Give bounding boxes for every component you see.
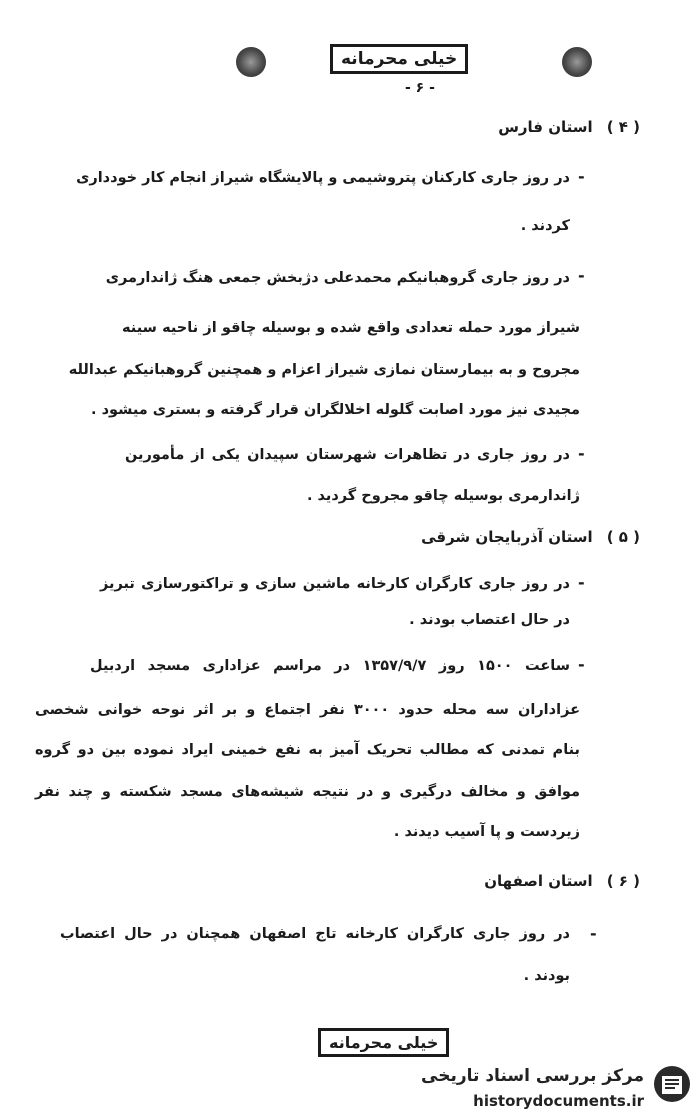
text-line: کردند .	[520, 218, 570, 234]
text-line: ساعت ۱۵۰۰ روز ۱۳۵۷/۹/۷ در مراسم عزاداری مسجد اردبیل	[90, 658, 570, 674]
text-line: در روز جاری کارگران کارخانه ماشین سازی و تراکتورسازی تبریز	[100, 576, 570, 592]
text-line: شیراز مورد حمله تعدادی واقع شده و بوسیله چاقو از ناحیه سینه	[122, 320, 580, 336]
text-line: عزاداران سه محله حدود ۳۰۰۰ نفر اجتماع و بر اثر نوحه خوانی شخصی	[35, 702, 580, 718]
text-line: در روز جاری در تظاهرات شهرستان سپیدان یکی از مأمورین	[125, 447, 570, 463]
text-line: بنام تمدنی که مطالب تحریک آمیز به نفع خمینی ایراد نموده بین دو گروه	[35, 742, 580, 758]
text-line: در روز جاری کارگران کارخانه تاج اصفهان همچنان در حال اعتصاب	[60, 926, 570, 942]
text-line: بودند .	[523, 968, 570, 984]
text-line: مجروح و به بیمارستان نمازی شیراز اعزام و همچنین گروهبانیکم عبدالله	[68, 362, 580, 378]
classification-stamp-bottom: خیلی محرمانه	[318, 1028, 449, 1057]
bullet-dash: -	[578, 444, 585, 463]
archive-logo-icon	[652, 1064, 692, 1104]
section-title: استان فارس	[498, 118, 593, 136]
text-line: در روز جاری کارکنان پتروشیمی و پالایشگاه شیراز انجام کار خودداری	[76, 170, 570, 186]
bullet-dash: -	[578, 266, 585, 285]
watermark-url: historydocuments.ir	[473, 1092, 644, 1110]
classification-stamp-top: خیلی محرمانه	[330, 44, 468, 74]
section-title: استان آذربایجان شرقی	[421, 528, 593, 546]
text-line: موافق و مخالف درگیری و در نتیجه شیشه‌های مسجد شکسته و چند نفر	[35, 784, 580, 800]
section-number: ( ۴ )	[606, 118, 640, 136]
text-line: زیردست و پا آسیب دیدند .	[393, 824, 580, 840]
text-line: مجیدی نیز مورد اصابت گلوله اخلالگران قرار گرفته و بستری میشود .	[91, 402, 580, 418]
section-title: استان اصفهان	[484, 872, 593, 890]
section-number: ( ۶ )	[606, 872, 640, 890]
text-line: در روز جاری گروهبانیکم محمدعلی دژبخش جمعی هنگ ژاندارمری	[105, 270, 570, 286]
bullet-dash: -	[578, 655, 585, 674]
bullet-dash: -	[590, 924, 597, 943]
text-line: ژاندارمری بوسیله چاقو مجروح گردید .	[306, 488, 580, 504]
punch-hole-right	[562, 47, 592, 77]
section-heading-fars	[498, 118, 640, 136]
text-line: در حال اعتصاب بودند .	[409, 612, 570, 628]
watermark	[408, 1060, 700, 1118]
section-number: ( ۵ )	[606, 528, 640, 546]
punch-hole-left	[236, 47, 266, 77]
page-number: - ۶ -	[405, 80, 435, 96]
watermark-title: مرکز بررسی اسناد تاریخی	[421, 1066, 644, 1086]
section-heading-isfahan	[484, 872, 640, 890]
bullet-dash: -	[578, 573, 585, 592]
section-heading-azarbaijan	[421, 528, 640, 546]
bullet-dash: -	[578, 167, 585, 186]
